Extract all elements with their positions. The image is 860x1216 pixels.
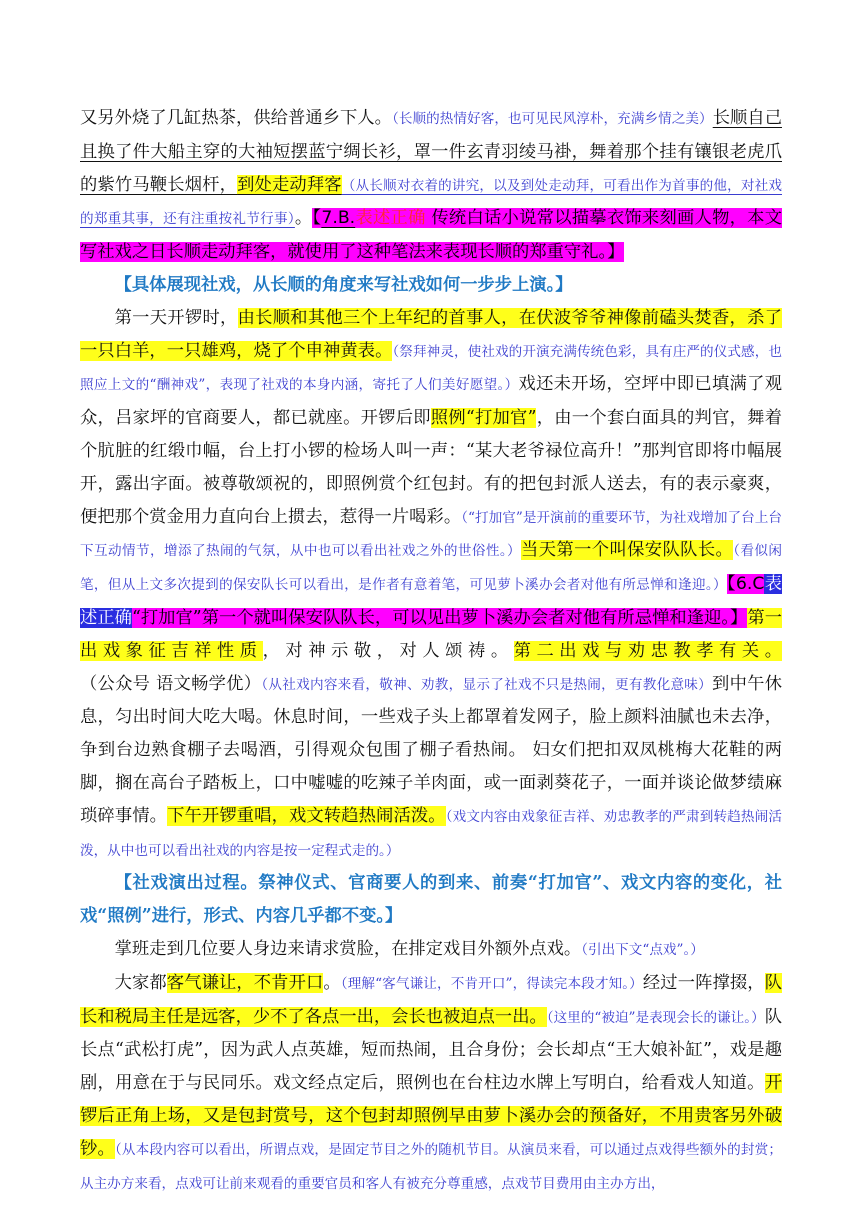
annotation: （长顺的热情好客，也可见民风淳朴，充满乡情之美） — [392, 111, 713, 127]
highlight: 下午开锣重唱，戏文转趋热闹活泼。 — [167, 805, 446, 826]
body-text: 又另外烧了几缸热茶，供给普通乡下人。 — [80, 108, 392, 128]
annotation: （从本段内容可以看出，所谓点戏，是固定节目之外的随机节目。从演员来看，可以通过点戏得些额外的封赏；从主办方来看，点戏可让前来观看的重要官员和客人有被充分尊重感，点戏节目费用由主办方出， — [80, 1141, 782, 1192]
body-text: （公众号 语文畅学优） — [80, 673, 262, 694]
annotation: （从社戏内容来看，敬神、劝教，显示了社戏不只是热闹，更有教化意味） — [261, 676, 713, 693]
answer-explanation: “打加官”第一个就叫保安队队长，可以见出萝卜溪办会者对他有所忌惮和逢迎。】 — [131, 607, 748, 628]
annotation: （看似闲笔，但从上文多次提到的保安队长可以看出，是作者有意着笔，可见萝卜溪办会者对他有所忌惮和逢迎。） — [80, 543, 782, 594]
body-text: 戏还未开场，空坪中即已填满了观众，吕家坪的官商要人，都已就座。开锣后即 — [80, 374, 782, 429]
body-text: 。 — [323, 972, 341, 993]
paragraph-choose-play — [80, 967, 782, 1201]
annotation: （从长顺对衣着的讲究，以及到处走动拜，可看出作为首事的他，对社戏的郑重其事，还有注重按礼节行事） — [80, 177, 782, 228]
question-number: 6.C — [735, 574, 765, 595]
section-heading: 【社戏演出过程。祭神仪式、官商要人的到来、前奏“打加官”、戏文内容的变化，社戏“照例”进行，形式、内容几乎都不变。】 — [80, 873, 782, 927]
annotation: （“打加官”是开演前的重要环节，为社戏增加了台上台下互动情节，增添了热闹的气氛，从中也可以看出社戏之外的世俗性。） — [80, 509, 782, 560]
highlight: 由长顺和其他三个上年纪的首事人，在伏波爷爷神像前磕头焚香，杀了一只白羊，一只雄鸡，烧了个申神黄表。 — [80, 307, 782, 361]
question-number: 7.B. — [321, 208, 356, 229]
body-text: 到中午休息，匀出时间大吃大喝。休息时间，一些戏子头上都罩着发网子，脸上颜料油腻也未去净，争到台边熟食棚子去喝酒，引得观众包围了棚子看热闹。 妇女们把扣双凤桃梅大花鞋的两脚，搁在高台子踏板上，口中嘘嘘的吃辣子羊肉面，或一面剥葵花子，一面并谈论做梦绩麻琐碎事情。 — [80, 673, 782, 826]
body-text: 。 — [294, 208, 313, 229]
annotation: （戏文内容由戏象征吉祥、劝忠教孝的严肃到转趋热闹活泼，从中也可以看出社戏的内容是按一定程式走的。） — [80, 808, 782, 859]
annotation: （理解“客气谦让，不肯开口”，得读完本段才知。） — [340, 975, 643, 992]
body-text: 第一天开锣时， — [114, 307, 238, 328]
paragraph-opening-day — [80, 302, 782, 868]
highlight: 照例“打加官” — [430, 408, 537, 429]
highlight: 到处走动拜客 — [237, 174, 342, 195]
body-text: 大家都 — [114, 972, 167, 993]
body-text: ，由一个套白面具的判官，舞着个肮脏的红缎巾幅，台上打小锣的检场人叫一声：“某大老爷禄位高升！”那判官即将巾幅展开，露出字面。被尊敬颂祝的，即照例赏个红包封。有的把包封派人送去，有的表示豪爽，便把那个赏金用力直向台上掼去，惹得一片喝彩。 — [80, 408, 782, 527]
highlight: 第二出戏与劝忠教孝有关。 — [513, 640, 782, 661]
paragraph-request-play — [80, 933, 782, 967]
section-heading: 【具体展现社戏，从长顺的角度来写社戏如何一步步上演。】 — [114, 274, 573, 295]
highlight: 客气谦让，不肯开口 — [166, 972, 324, 993]
body-text: 队长点“武松打虎”，因为武人点英雄，短而热闹，且合身份；会长却点“王大娘补缸”，戏是趣剧，用意在于与民同乐。戏文经点定后，照例也在台柱边水牌上写明白，给看戏人知道。 — [80, 1006, 782, 1094]
underlined-text: 长顺自己且换了件大船主穿的大袖短摆蓝宁绸长衫，罩一件玄青羽绫马褂，舞着那个挂有镶银老虎爪的紫竹马鞭长烟杆， — [80, 108, 782, 195]
body-text: 掌班走到几位要人身边来请求赏脸，在排定戏目外额外点戏。 — [114, 938, 582, 959]
annotation: （祭拜神灵，使社戏的开演充满传统色彩，具有庄严的仪式感，也照应上文的“酬神戏”，表现了社戏的本身内涵，寄托了人们美好愿望。） — [80, 343, 782, 394]
highlight: 第一出戏象征吉祥性质 — [80, 607, 782, 661]
annotation: （引出下文“点戏”。） — [581, 941, 704, 958]
body-text: ，对神示敬，对人颂祷。 — [262, 640, 514, 661]
answer-verdict: 表述正确 — [80, 574, 782, 628]
answer-verdict: 表述正确 — [355, 208, 426, 229]
highlight: 队长和税局主任是远客，少不了各点一出，会长也被迫点一出。 — [80, 972, 782, 1027]
highlight: 当天第一个叫保安队队长。 — [521, 540, 734, 561]
body-text: 经过一阵撑掇， — [642, 972, 765, 993]
highlight: 开锣后正角上场，又是包封赏号，这个包封却照例早由萝卜溪办会的预备好，不用贵客另外破钞。 — [80, 1073, 782, 1159]
annotation: （这里的“被迫”是表现会长的谦让。） — [546, 1009, 765, 1026]
document-page — [80, 0, 782, 1200]
paragraph-changshun-visits — [80, 102, 782, 269]
bracket: 【 — [312, 208, 322, 229]
bracket: 【 — [726, 574, 736, 595]
answer-explanation: 传统白话小说常以描摹衣饰来刻画人物，本文写社戏之日长顺走动拜客，就使用了这种笔法来表现长顺的郑重守礼。】 — [80, 208, 782, 263]
